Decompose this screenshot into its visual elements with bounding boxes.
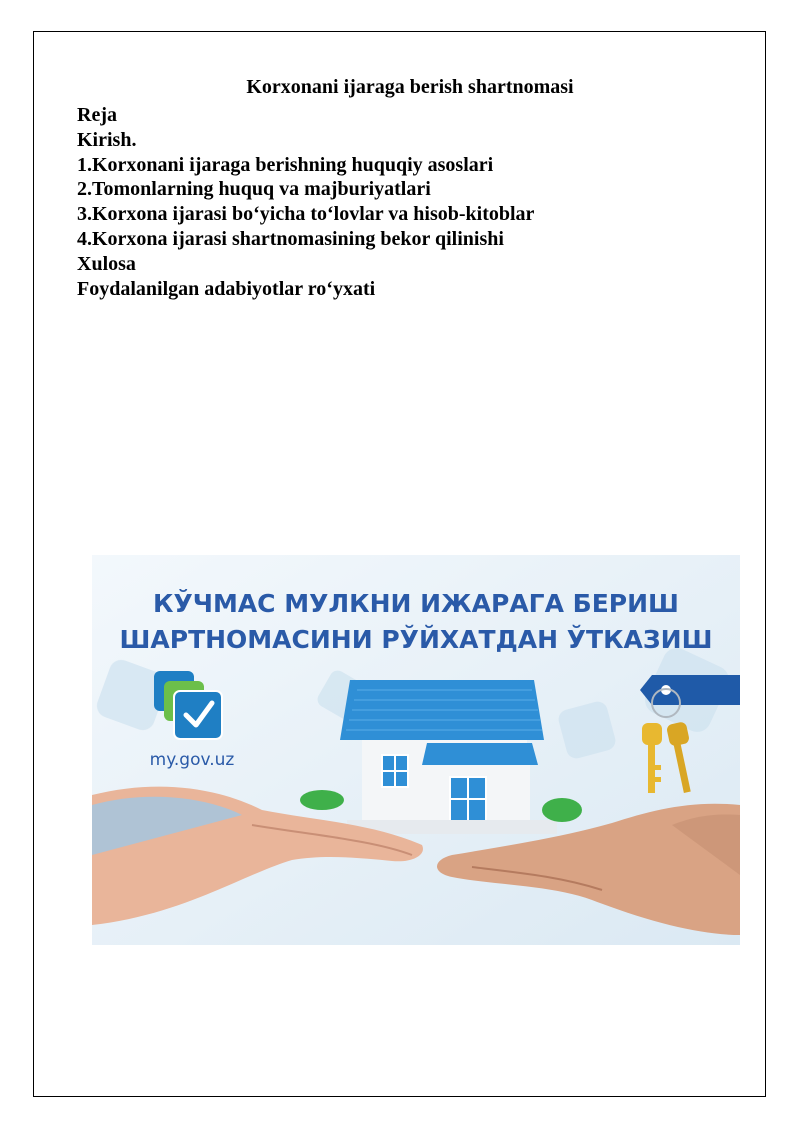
toc-item-conclusion: Xulosa <box>77 252 136 275</box>
banner-image <box>92 555 740 945</box>
document-title: Korxonani ijaraga berish shartnomasi <box>246 76 574 98</box>
banner-headline-line1: КЎЧМАС МУЛКНИ ИЖАРАГА БЕРИШ <box>153 589 679 618</box>
toc-item-1: 1.Korxonani ijaraga berishning huquqiy asoslari <box>77 153 494 176</box>
banner-headline-line2: ШАРТНОМАСИНИ РЎЙХАТДАН ЎТКАЗИШ <box>119 625 713 654</box>
mygov-logo-text: my.gov.uz <box>149 750 235 770</box>
toc-item-2: 2.Tomonlarning huquq va majburiyatlari <box>77 178 431 201</box>
table-of-contents <box>77 103 534 301</box>
toc-item-plan: Reja <box>77 104 117 126</box>
toc-item-introduction: Kirish. <box>77 128 137 151</box>
toc-item-4: 4.Korxona ijarasi shartnomasining bekor qilinishi <box>77 227 504 250</box>
toc-item-3: 3.Korxona ijarasi bo‘yicha to‘lovlar va hisob-kitoblar <box>77 203 535 226</box>
toc-item-references: Foydalanilgan adabiyotlar ro‘yxati <box>77 277 376 300</box>
